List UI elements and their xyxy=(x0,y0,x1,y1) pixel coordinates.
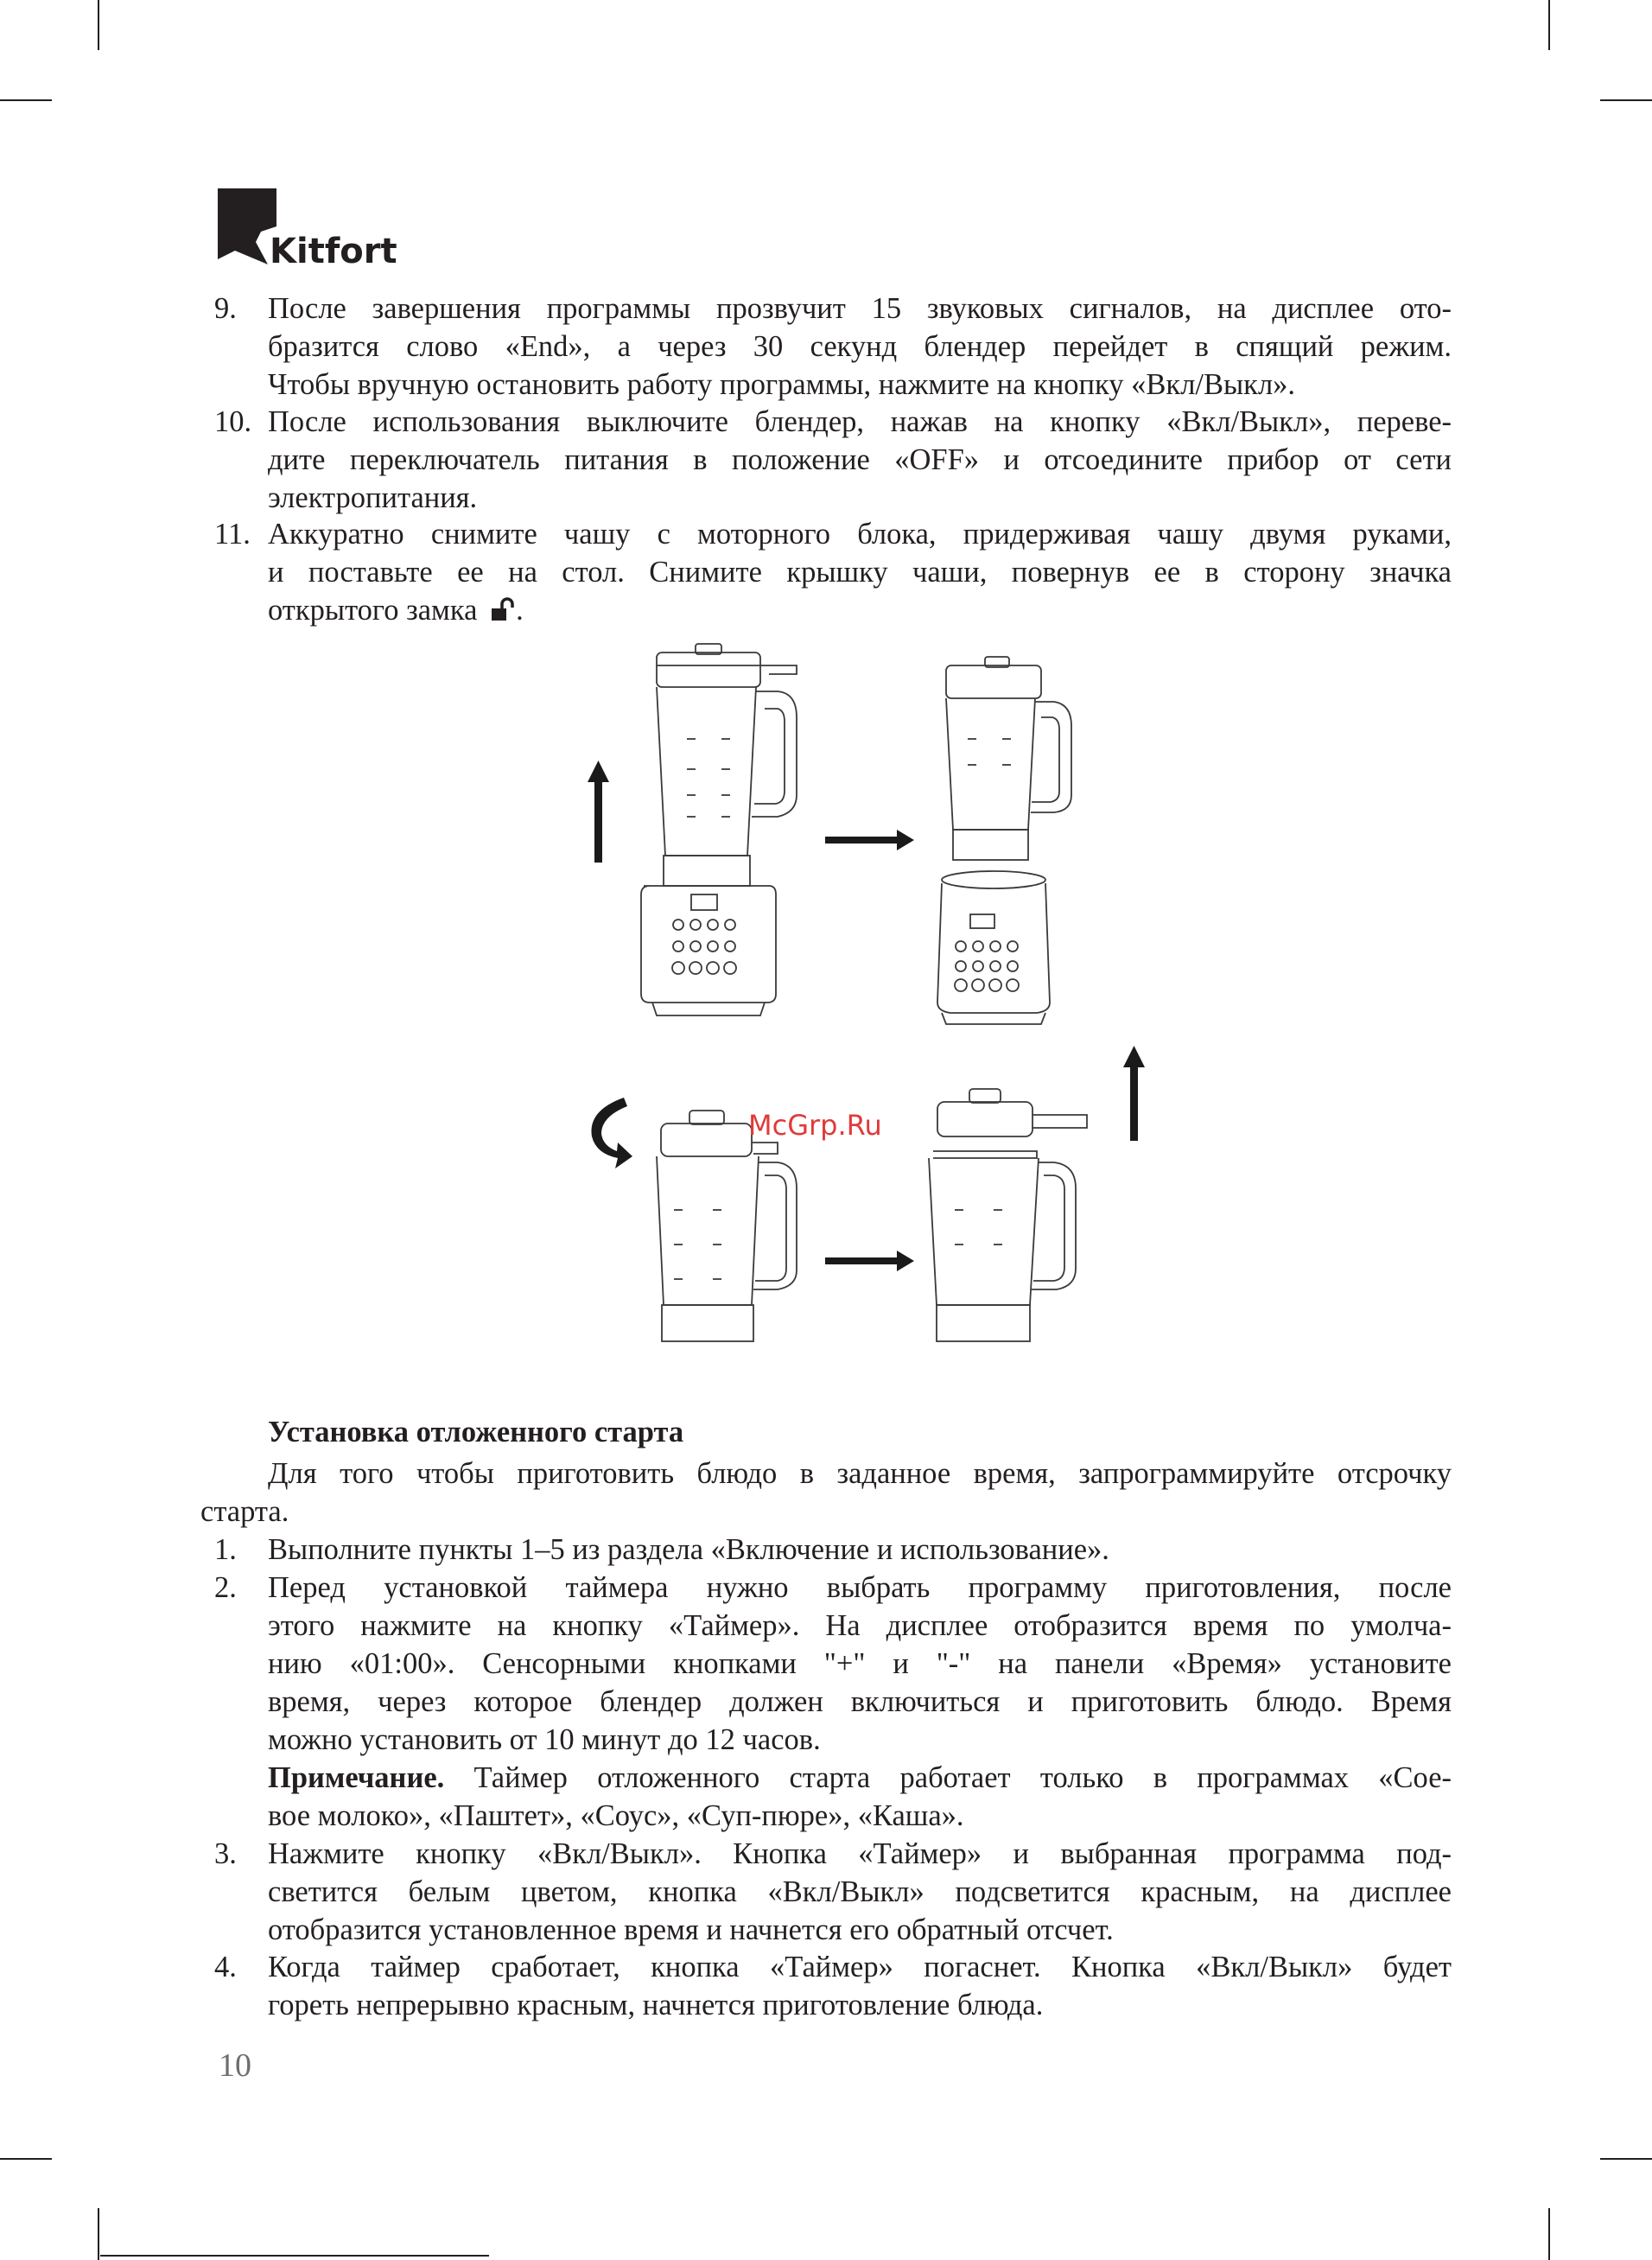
text-line: Аккуратно снимите чашу с моторного блока, придерживая чашу двумя руками, xyxy=(268,518,1452,551)
page-number: 10 xyxy=(219,2047,251,2084)
crop-mark xyxy=(1600,2158,1652,2160)
item-number: 1. xyxy=(214,1533,237,1566)
unlocked-padlock-icon xyxy=(490,597,516,623)
text-segment: Таймер отложенного старта работает только в программах «Сое- xyxy=(473,1761,1452,1794)
text-line: бразится слово «End», а через 30 секунд блендер перейдет в спящий режим. xyxy=(268,330,1452,363)
note-line xyxy=(268,1759,1452,1797)
text-line: электропитания. xyxy=(268,481,478,514)
arrow-right-icon xyxy=(825,830,914,850)
text-line: старта. xyxy=(200,1495,289,1528)
crop-mark xyxy=(1548,2208,1550,2260)
text-line: Перед установкой таймера нужно выбрать программу приготовления, после xyxy=(268,1571,1452,1604)
crop-mark xyxy=(0,99,52,101)
arrow-up-icon xyxy=(588,761,609,863)
text-line: Нажмите кнопку «Вкл/Выкл». Кнопка «Таймер» и выбранная программа под- xyxy=(268,1837,1452,1870)
crop-mark xyxy=(100,2255,489,2257)
text-line: время, через которое блендер должен включиться и приготовить блюдо. Время xyxy=(268,1685,1452,1718)
item-number: 11. xyxy=(214,518,251,551)
blender-jar-lid-removed xyxy=(929,1089,1087,1341)
text-line: Когда таймер сработает, кнопка «Таймер» погаснет. Кнопка «Вкл/Выкл» будет xyxy=(268,1951,1452,1983)
crop-mark xyxy=(1600,99,1652,101)
note-label: Примечание. xyxy=(268,1761,445,1794)
brand-name: Kitfort xyxy=(270,232,397,271)
section-heading: Установка отложенного старта xyxy=(268,1416,684,1448)
arrow-up-icon xyxy=(1123,1046,1145,1141)
text-line: гореть непрерывно красным, начнется приготовление блюда. xyxy=(268,1989,1044,2021)
crop-mark xyxy=(1548,0,1550,50)
text-line: светится белым цветом, кнопка «Вкл/Выкл» подсветится красным, на дисплее xyxy=(268,1875,1452,1908)
text-line: отобразится установленное время и начнется его обратный отсчет. xyxy=(268,1913,1114,1946)
text-line: Выполните пункты 1–5 из раздела «Включение и использование». xyxy=(268,1533,1109,1566)
crop-mark xyxy=(98,2208,99,2260)
watermark: McGrp.Ru xyxy=(748,1109,882,1142)
text-line: После использования выключите блендер, нажав на кнопку «Вкл/Выкл», переве- xyxy=(268,405,1452,438)
item-number: 3. xyxy=(214,1837,237,1870)
text-line: можно установить от 10 минут до 12 часов. xyxy=(268,1723,821,1756)
text-segment: открытого замка xyxy=(268,594,478,627)
text-segment: . xyxy=(516,594,524,627)
blender-disassembly-illustration xyxy=(570,640,1175,1400)
text-line: Чтобы вручную остановить работу программы, нажмите на кнопку «Вкл/Выкл». xyxy=(268,368,1296,401)
item-number: 9. xyxy=(214,292,237,325)
crop-mark xyxy=(0,2158,52,2160)
blender-jar-removed xyxy=(937,657,1071,1024)
text-line: вое молоко», «Паштет», «Соус», «Суп-пюре», «Каша». xyxy=(268,1799,964,1832)
text-line: и поставьте ее на стол. Снимите крышку чаши, повернув ее в сторону значка xyxy=(268,556,1452,589)
arrow-right-icon xyxy=(825,1251,914,1271)
text-line: нию «01:00». Сенсорными кнопками "+" и "-" на панели «Время» установите xyxy=(268,1647,1452,1680)
item-number: 10. xyxy=(214,405,252,438)
rotate-arrow-icon xyxy=(591,1098,632,1168)
blender-jar-lid-rotation xyxy=(657,1111,797,1341)
text-line: дите переключатель питания в положение «OFF» и отсоедините прибор от сети xyxy=(268,443,1452,476)
blender-assembled xyxy=(641,644,797,1015)
item-number: 2. xyxy=(214,1571,237,1604)
item-number: 4. xyxy=(214,1951,237,1983)
text-line: этого нажмите на кнопку «Таймер». На дисплее отобразится время по умолча- xyxy=(268,1609,1452,1642)
crop-mark xyxy=(98,0,99,50)
text-line xyxy=(268,591,1452,629)
text-line: После завершения программы прозвучит 15 звуковых сигналов, на дисплее ото- xyxy=(268,292,1452,325)
text-line: Для того чтобы приготовить блюдо в заданное время, запрограммируйте отсрочку xyxy=(268,1457,1452,1490)
